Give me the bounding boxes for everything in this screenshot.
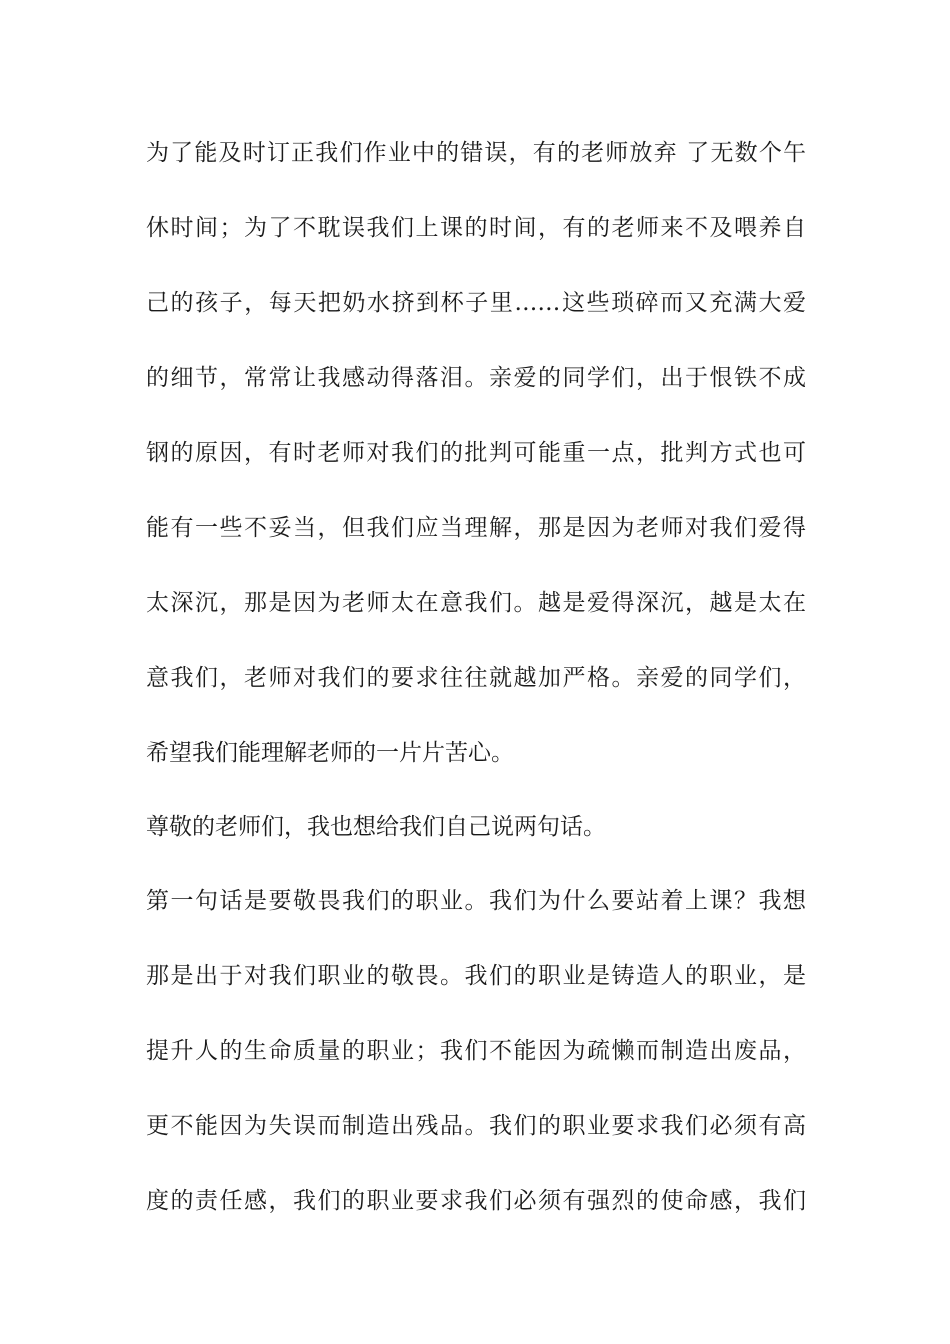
text-line: 那是出于对我们职业的敬畏。我们的职业是铸造人的职业，是 xyxy=(146,963,806,989)
text-line: 太深沉，那是因为老师太在意我们。越是爱得深沉，越是太在 xyxy=(146,590,806,616)
text-line: 钢的原因，有时老师对我们的批判可能重一点，批判方式也可 xyxy=(146,440,806,466)
text-line: 的细节，常常让我感动得落泪。亲爱的同学们，出于恨铁不成 xyxy=(146,365,806,391)
text-line: 希望我们能理解老师的一片片苦心。 xyxy=(146,740,514,766)
text-line: 休时间；为了不耽误我们上课的时间，有的老师来不及喂养自 xyxy=(146,215,806,241)
text-line: 提升人的生命质量的职业；我们不能因为疏懒而制造出废品， xyxy=(146,1038,806,1064)
text-line: 度的责任感，我们的职业要求我们必须有强烈的使命感，我们 xyxy=(146,1188,806,1214)
text-line: 第一句话是要敬畏我们的职业。我们为什么要站着上课？我想 xyxy=(146,888,806,914)
text-line: 为了能及时订正我们作业中的错误，有的老师放弃 了无数个午 xyxy=(146,140,806,166)
text-line: 能有一些不妥当，但我们应当理解，那是因为老师对我们爱得 xyxy=(146,515,806,541)
text-line: 己的孩子，每天把奶水挤到杯子里……这些琐碎而又充满大爱 xyxy=(146,290,806,316)
text-line: 尊敬的老师们，我也想给我们自己说两句话。 xyxy=(146,814,606,840)
text-line: 意我们，老师对我们的要求往往就越加严格。亲爱的同学们， xyxy=(146,665,806,691)
text-line: 更不能因为失误而制造出残品。我们的职业要求我们必须有高 xyxy=(146,1113,806,1139)
